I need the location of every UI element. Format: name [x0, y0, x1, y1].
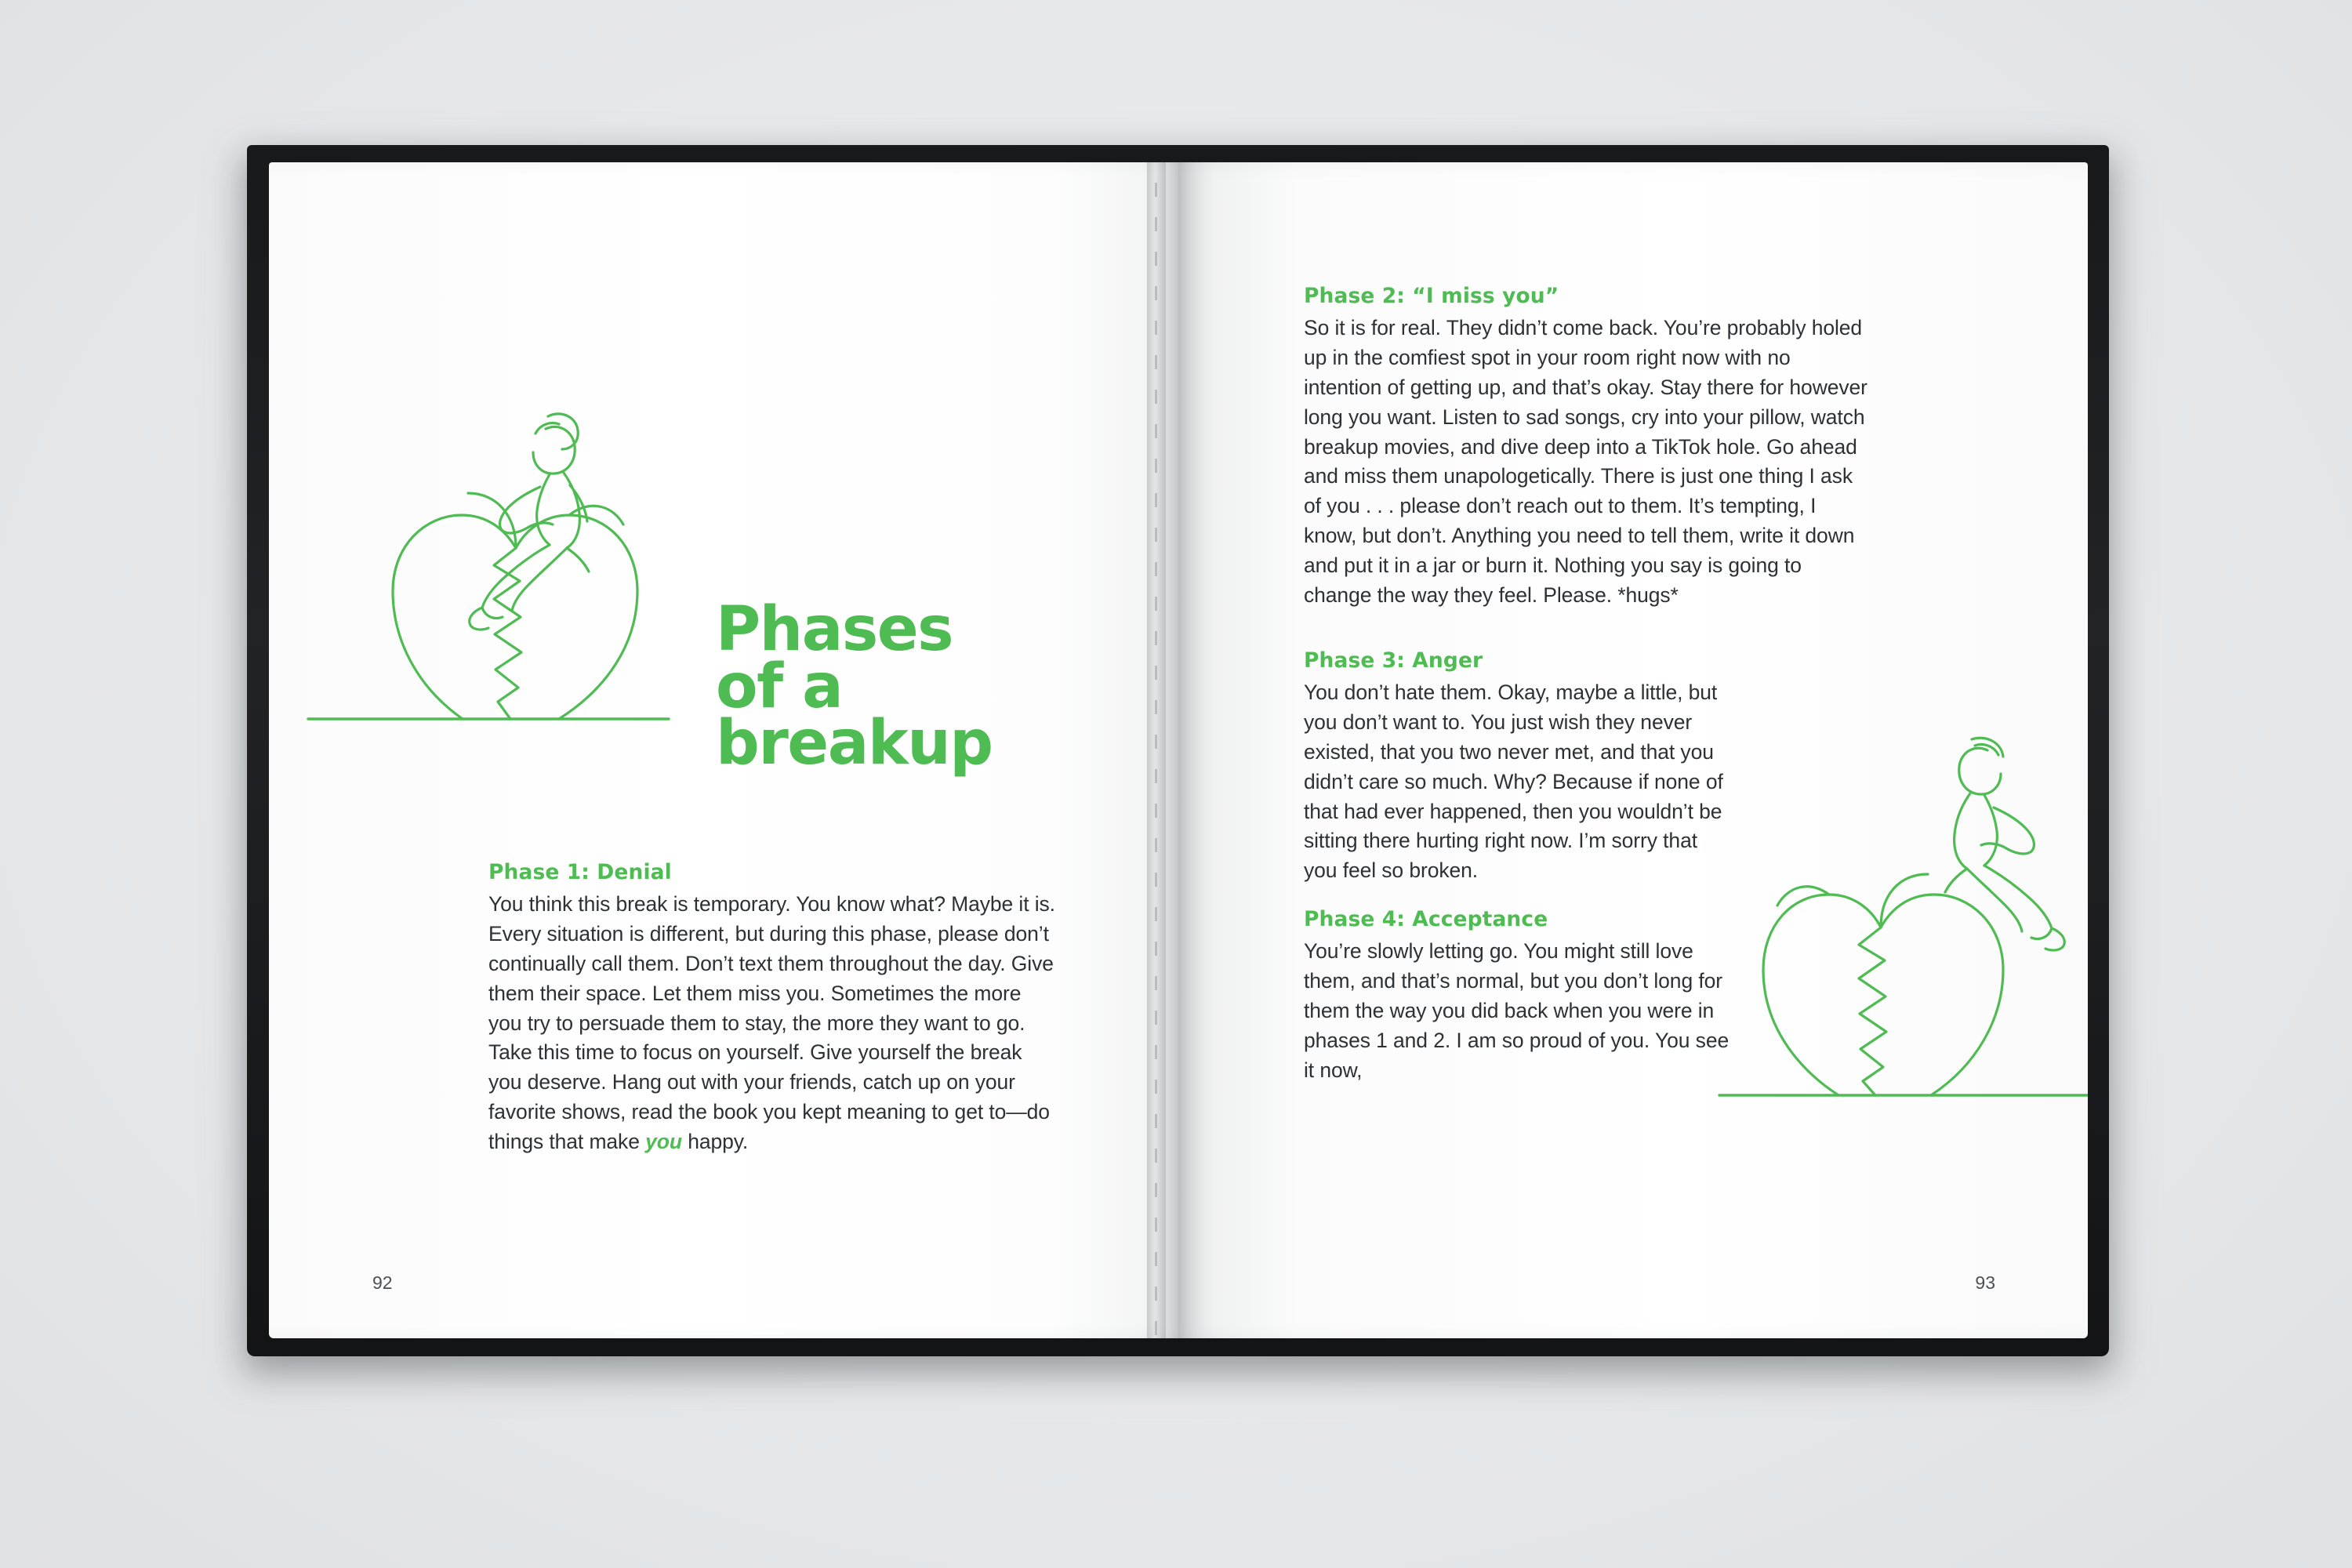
section-body-phase-2: So it is for real. They didn’t come back. You’re probably holed up in the comfiest spot in your room right now with no intention of getting up, and that’s okay. Stay there for however long you want. Listen to sad songs, cry into your pillow, watch breakup movies, and dive deep into a TikTok hole. Go ahead and miss them unapologetically. There is just one thing I ask of you . . . please don’t reach out to them. It’s tempting, I know, but don’t. Anything you need to tell them, write it down and put it in a jar or burn it. Nothing you say is going to change the way they feel. Please. *hugs* — [1304, 316, 1867, 608]
chapter-title-line-2: of a — [716, 651, 843, 722]
section-phase-1 — [488, 860, 1057, 1157]
phase-1-accent-word: you — [645, 1130, 682, 1154]
page-left — [269, 162, 1178, 1338]
section-heading-phase-3: Phase 3: Anger — [1304, 648, 1483, 673]
section-heading-phase-2: Phase 2: “I miss you” — [1304, 284, 1559, 308]
section-body-phase-3: You don’t hate them. Okay, maybe a little, but you don’t want to. You just wish they never existed, that you two never met, and that you didn’t care so much. Why? Because if none of that had ever happened, then you wouldn’t be sitting there hurting right now. I’m sorry that you feel so broken. — [1304, 681, 1723, 883]
page-right — [1178, 162, 2088, 1338]
open-book — [247, 145, 2109, 1368]
page-number-left: 92 — [372, 1272, 393, 1293]
section-phase-2 — [1304, 284, 1868, 611]
right-page-content — [1304, 162, 1978, 1338]
book-pages — [269, 162, 2088, 1338]
section-phase-3 — [1304, 648, 1727, 886]
section-phase-4 — [1304, 907, 1731, 1085]
section-body-phase-1 — [488, 890, 1057, 1157]
chapter-title-line-1: Phases — [716, 594, 953, 665]
section-heading-phase-4: Phase 4: Acceptance — [1304, 907, 1548, 931]
section-heading-phase-1: Phase 1: Denial — [488, 860, 672, 884]
phase-1-text-part-1: You think this break is temporary. You know what? Maybe it is. Every situation is different, but during this phase, please don’t continually call them. Don’t text them throughout the day. Give them their space. Let them miss you. Sometimes the more you try to persuade them to stay, the more they want to go. Take this time to focus on yourself. Give yourself the break you deserve. Hang out with your friends, catch up on your favorite shows, read the book you kept meaning to get to—do things that make — [488, 892, 1055, 1154]
phase-1-text-part-2: happy. — [681, 1130, 749, 1154]
book-spine-gutter — [1147, 162, 1166, 1338]
chapter-title-line-3: breakup — [716, 708, 993, 779]
section-body-phase-4: You’re slowly letting go. You might still love them, and that’s normal, but you don’t long for them the way you did back when you were in phases 1 and 2. I am so proud of you. You see it now, — [1304, 939, 1730, 1082]
left-page-content — [387, 162, 1061, 1338]
page-number-right: 93 — [1975, 1272, 1995, 1293]
chapter-title — [716, 594, 1061, 779]
